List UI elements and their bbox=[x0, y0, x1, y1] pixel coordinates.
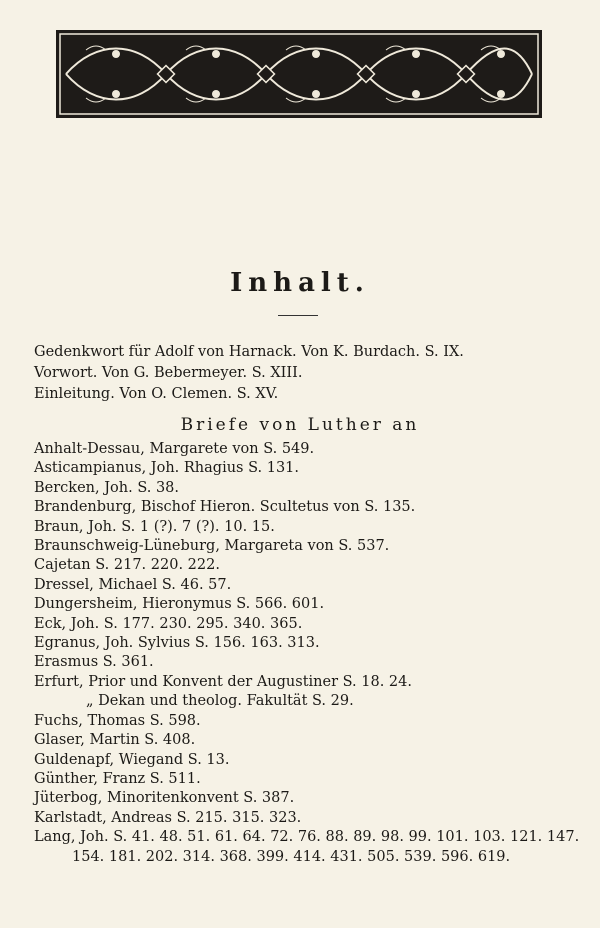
index-entry: Anhalt-Dessau, Margarete von S. 549. bbox=[34, 441, 315, 457]
index-entry: Bercken, Joh. S. 38. bbox=[34, 479, 180, 496]
decorative-header-ornament bbox=[56, 30, 542, 118]
letters-index-list bbox=[34, 440, 580, 867]
prelim-list bbox=[34, 342, 574, 405]
index-entry: Braun, Joh. S. 1 (?). 7 (?). 10. 15. bbox=[34, 518, 275, 535]
index-entry: Brandenburg, Bischof Hieron. Scultetus von S. 135. bbox=[34, 499, 416, 516]
ornament-vine-icon bbox=[56, 30, 542, 118]
title-divider bbox=[278, 315, 318, 316]
prelim-item: Vorwort. Von G. Bebermeyer. S. XIII. bbox=[34, 365, 303, 381]
prelim-item: Einleitung. Von O. Clemen. S. XV. bbox=[34, 386, 279, 402]
prelim-item: Gedenkwort für Adolf von Harnack. Von K. Burdach. S. IX. bbox=[34, 344, 464, 360]
page-title: Inhalt. bbox=[230, 268, 370, 298]
index-entry: Dungersheim, Hieronymus S. 566. 601. bbox=[34, 596, 325, 613]
index-entry: Cajetan S. 217. 220. 222. bbox=[34, 557, 220, 574]
index-entry: Lang, Joh. S. 41. 48. 51. 61. 64. 72. 76. 88. 89. 98. 99. 101. 103. 121. 147. bbox=[34, 829, 580, 846]
index-entry: Asticampianus, Joh. Rhagius S. 131. bbox=[34, 460, 300, 477]
index-entry: Karlstadt, Andreas S. 215. 315. 323. bbox=[34, 809, 302, 826]
section-title: Briefe von Luther an bbox=[180, 415, 420, 435]
index-entry: Günther, Franz S. 511. bbox=[34, 770, 201, 787]
index-entry: Guldenapf, Wiegand S. 13. bbox=[34, 751, 230, 768]
index-entry: Fuchs, Thomas S. 598. bbox=[34, 712, 201, 729]
index-entry: Egranus, Joh. Sylvius S. 156. 163. 313. bbox=[34, 635, 320, 652]
index-entry: Erasmus S. 361. bbox=[34, 654, 154, 671]
index-entry: „ Dekan und theolog. Fakultät S. 29. bbox=[86, 693, 354, 710]
index-entry: Braunschweig-Lüneburg, Margareta von S. 537. bbox=[34, 538, 390, 555]
index-entry: Dressel, Michael S. 46. 57. bbox=[34, 576, 232, 593]
index-entry: Jüterbog, Minoritenkonvent S. 387. bbox=[34, 790, 295, 807]
index-entry: Glaser, Martin S. 408. bbox=[34, 732, 196, 749]
index-entry: Eck, Joh. S. 177. 230. 295. 340. 365. bbox=[34, 615, 303, 632]
index-entry-continuation: 154. 181. 202. 314. 368. 399. 414. 431. 505. 539. 596. 619. bbox=[72, 848, 511, 865]
index-entry: Erfurt, Prior und Konvent der Augustiner S. 18. 24. bbox=[34, 673, 412, 690]
